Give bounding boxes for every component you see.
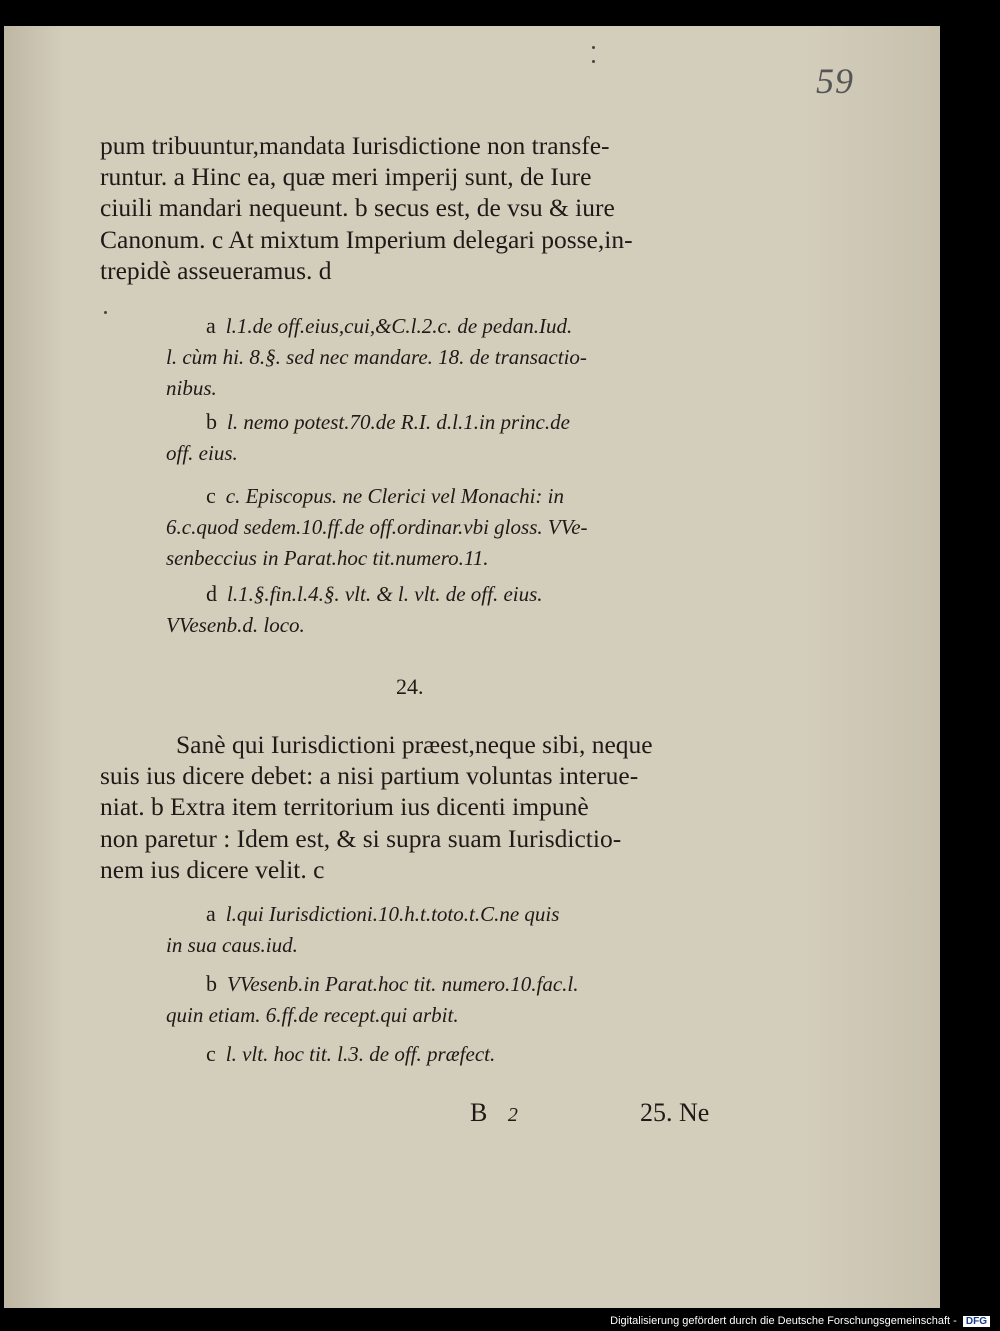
footnote-line: l.1.§.fin.l.4.§. vlt. & l. vlt. de off. eius.	[227, 582, 543, 606]
text-line: runtur. a Hinc ea, quæ meri imperij sunt, de Iure	[100, 162, 592, 192]
paragraph-1	[100, 130, 730, 286]
footnote-key: c	[206, 1041, 216, 1066]
footnote-b	[166, 406, 706, 469]
footnote-line: l. nemo potest.70.de R.I. d.l.1.in princ.de	[227, 410, 570, 434]
footnote-line: nibus.	[166, 376, 217, 400]
text-line: pum tribuuntur,mandata Iurisdictione non transfe-	[100, 131, 610, 160]
footnote-line: off. eius.	[166, 441, 238, 465]
footnote-line: l. cùm hi. 8.§. sed nec mandare. 18. de transactio-	[166, 345, 587, 369]
dfg-logo: DFG	[963, 1316, 990, 1327]
footnote-line: senbeccius in Parat.hoc tit.numero.11.	[166, 546, 489, 570]
footnote-line: VVesenb.d. loco.	[166, 613, 305, 637]
footnote-line: c. Episcopus. ne Clerici vel Monachi: in	[225, 484, 565, 508]
footnote-line: l.1.de off.eius,cui,&C.l.2.c. de pedan.Iud.	[225, 314, 573, 338]
footnote-key: a	[206, 313, 216, 338]
footer-text: Digitalisierung gefördert durch die Deutsche Forschungsgemeinschaft -	[610, 1315, 957, 1327]
footnote-c	[166, 480, 706, 574]
footnote-key: b	[206, 971, 217, 996]
text-line: Canonum. c At mixtum Imperium delegari posse,in-	[100, 224, 633, 254]
paragraph-2	[100, 729, 730, 885]
footnote-key: b	[206, 409, 217, 434]
footnote-key: d	[206, 581, 217, 606]
text-line: trepidè asseueramus. d	[100, 255, 332, 285]
footnote-a	[166, 310, 706, 404]
footnote-line: VVesenb.in Parat.hoc tit. numero.10.fac.l.	[227, 972, 579, 996]
text-line: niat. b Extra item territorium ius dicenti impunè	[100, 792, 589, 822]
footnote-c2	[166, 1038, 706, 1070]
text-line: nem ius dicere velit. c	[100, 854, 325, 884]
footnote-key: a	[206, 901, 216, 926]
page-mark	[592, 46, 595, 49]
footnote-line: quin etiam. 6.ff.de recept.qui arbit.	[166, 1003, 459, 1027]
footnote-line: l.qui Iurisdictioni.10.h.t.toto.t.C.ne quis	[225, 902, 560, 926]
signature-mark	[470, 1098, 518, 1128]
page-mark	[592, 60, 595, 63]
text-line: Sanè qui Iurisdictioni præest,neque sibi, neque	[176, 730, 653, 759]
digitization-footer	[610, 1315, 990, 1327]
page-mark	[104, 311, 107, 314]
text-line: ciuili mandari nequeunt. b secus est, de vsu & iure	[100, 193, 615, 223]
book-page	[4, 26, 940, 1308]
footnote-d	[166, 578, 706, 641]
footnote-line: 6.c.quod sedem.10.ff.de off.ordinar.vbi gloss. VVe-	[166, 515, 588, 539]
folio-number: 59	[816, 61, 854, 101]
text-line: suis ius dicere debet: a nisi partium voluntas interue-	[100, 761, 639, 791]
catchword: 25. Ne	[640, 1098, 710, 1127]
text-line: non paretur : Idem est, & si supra suam Iurisdictio-	[100, 823, 622, 853]
signature-letter: B	[470, 1098, 488, 1127]
footnote-line: in sua caus.iud.	[166, 933, 298, 957]
footnote-line: l. vlt. hoc tit. l.3. de off. præfect.	[225, 1042, 496, 1066]
section-number: 24.	[396, 674, 424, 699]
footnote-b2	[166, 968, 706, 1031]
signature-number: 2	[507, 1104, 518, 1126]
footnote-a2	[166, 898, 706, 961]
footnote-key: c	[206, 483, 216, 508]
